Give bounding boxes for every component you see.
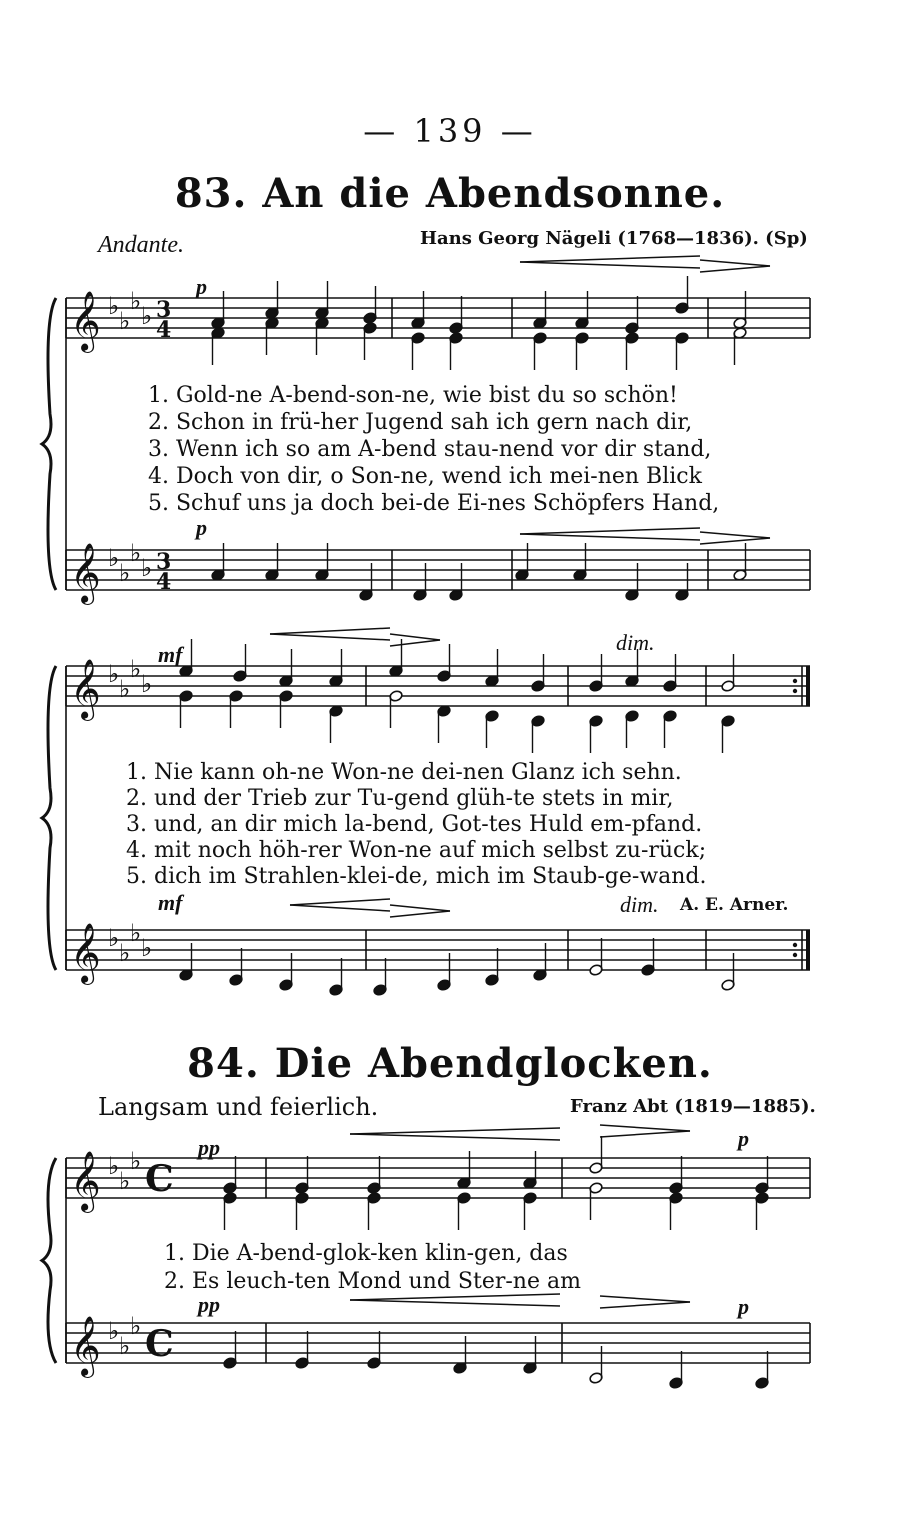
decrescendo-hairpin: [390, 911, 450, 917]
verse-line: 1. Nie kann oh-ne Won-ne dei-nen Glanz ich sehn.: [126, 760, 682, 785]
final-bar-thick: [806, 666, 810, 706]
crescendo-hairpin: [270, 634, 390, 640]
flat-sign: ♭: [108, 544, 120, 572]
treble-clef: 𝄞: [70, 1151, 101, 1211]
dynamic-p-top: p: [196, 274, 207, 299]
crescendo-hairpin: [270, 628, 390, 634]
repeat-dot: [793, 679, 797, 683]
dynamic-mf-top: mf: [158, 642, 183, 667]
verses-83-part-b: [126, 760, 707, 890]
decrescendo-hairpin: [390, 634, 440, 640]
common-time: C: [145, 1158, 174, 1200]
decrescendo-hairpin: [600, 1125, 690, 1131]
verses-83-part-a: [148, 382, 719, 517]
crescendo-hairpin: [290, 905, 390, 911]
common-time: C: [145, 1323, 174, 1365]
treble-clef: 𝄞: [70, 291, 101, 351]
crescendo-hairpin: [520, 256, 700, 262]
flat-sign: ♭: [141, 302, 153, 330]
arranger-credit: A. E. Arner.: [680, 895, 789, 915]
verse-line: 3. Wenn ich so am A-bend stau-nend vor dir stand,: [148, 437, 712, 462]
decrescendo-hairpin: [700, 266, 770, 272]
song-83-title: 83. An die Abendsonne.: [174, 170, 726, 217]
crescendo-hairpin: [350, 1300, 560, 1306]
system-brace: [42, 1158, 56, 1363]
dynamic-p-84-top: p: [738, 1126, 749, 1151]
page-number: — 139 —: [363, 112, 537, 150]
song-84-tempo: Langsam und feierlich.: [98, 1093, 379, 1121]
treble-clef: 𝄞: [70, 543, 101, 603]
flat-sign: ♭: [119, 939, 131, 967]
song-83-composer: Hans Georg Nägeli (1768—1836). (Sp): [420, 228, 808, 249]
time-signature-bottom: 4: [156, 569, 172, 595]
dynamic-pp-top: pp: [198, 1135, 220, 1160]
dynamic-pp-bottom: pp: [198, 1292, 220, 1317]
song-84-composer: Franz Abt (1819—1885).: [570, 1096, 816, 1117]
song-84-title: 84. Die Abendglocken.: [187, 1040, 713, 1087]
flat-sign: ♭: [141, 554, 153, 582]
verse-line: 2. Es leuch-ten Mond und Ster-ne am: [164, 1269, 581, 1294]
verse-line: 5. dich im Strahlen-klei-de, mich im Staub-ge-wand.: [126, 864, 707, 889]
verse-line: 5. Schuf uns ja doch bei-de Ei-nes Schöpfers Hand,: [148, 491, 720, 516]
verse-line: 2. Schon in frü-her Jugend sah ich gern nach dir,: [148, 410, 693, 435]
decrescendo-hairpin: [700, 532, 770, 538]
crescendo-hairpin: [520, 262, 700, 268]
time-signature-top: 3: [156, 297, 172, 323]
verse-line: 2. und der Trieb zur Tu-gend glüh-te stets in mir,: [126, 786, 674, 811]
flat-sign: ♭: [108, 1152, 120, 1180]
decrescendo-hairpin: [600, 1296, 690, 1302]
verse-line: 4. Doch von dir, o Son-ne, wend ich mei-nen Blick: [148, 464, 702, 489]
verses-84: [164, 1240, 581, 1296]
dynamic-dim-bottom: dim.: [620, 892, 659, 917]
treble-clef: 𝄞: [70, 659, 101, 719]
flat-sign: ♭: [130, 287, 142, 315]
dynamic-dim-top: dim.: [616, 630, 655, 655]
decrescendo-hairpin: [390, 905, 450, 911]
flat-sign: ♭: [141, 934, 153, 962]
song-83-tempo: Andante.: [98, 232, 184, 258]
time-signature-top: 3: [156, 549, 172, 575]
treble-clef: 𝄞: [70, 923, 101, 983]
crescendo-hairpin: [350, 1128, 560, 1134]
flat-sign: ♭: [130, 539, 142, 567]
final-bar-thick: [806, 930, 810, 970]
repeat-dot: [793, 953, 797, 957]
crescendo-hairpin: [290, 899, 390, 905]
verse-line: 1. Gold-ne A-bend-son-ne, wie bist du so schön!: [148, 383, 678, 408]
decrescendo-hairpin: [600, 1131, 690, 1137]
repeat-dot: [793, 689, 797, 693]
verse-line: 3. und, an dir mich la-bend, Got-tes Huld em-pfand.: [126, 812, 703, 837]
flat-sign: ♭: [108, 292, 120, 320]
flat-sign: ♭: [108, 1317, 120, 1345]
decrescendo-hairpin: [600, 1302, 690, 1308]
dynamic-p-bottom: p: [196, 515, 207, 540]
verse-line: 4. mit noch höh-rer Won-ne auf mich selbst zu-rück;: [126, 838, 707, 863]
verse-line: 1. Die A-bend-glok-ken klin-gen, das: [164, 1241, 568, 1266]
time-signature-bottom: 4: [156, 317, 172, 343]
flat-sign: ♭: [141, 670, 153, 698]
decrescendo-hairpin: [390, 640, 440, 646]
decrescendo-hairpin: [700, 260, 770, 266]
flat-sign: ♭: [130, 1312, 142, 1340]
decrescendo-hairpin: [700, 538, 770, 544]
flat-sign: ♭: [119, 559, 131, 587]
flat-sign: ♭: [119, 1332, 131, 1360]
flat-sign: ♭: [119, 1167, 131, 1195]
dynamic-p-84-bottom: p: [738, 1294, 749, 1319]
crescendo-hairpin: [350, 1134, 560, 1140]
flat-sign: ♭: [130, 1147, 142, 1175]
flat-sign: ♭: [108, 660, 120, 688]
treble-clef: 𝄞: [70, 1316, 101, 1376]
flat-sign: ♭: [119, 675, 131, 703]
flat-sign: ♭: [130, 919, 142, 947]
system-brace: [42, 666, 56, 970]
repeat-dot: [793, 943, 797, 947]
crescendo-hairpin: [520, 528, 700, 534]
dynamic-mf-bottom: mf: [158, 890, 183, 915]
flat-sign: ♭: [108, 924, 120, 952]
crescendo-hairpin: [520, 534, 700, 540]
flat-sign: ♭: [130, 655, 142, 683]
system-brace: [42, 298, 56, 590]
flat-sign: ♭: [119, 307, 131, 335]
